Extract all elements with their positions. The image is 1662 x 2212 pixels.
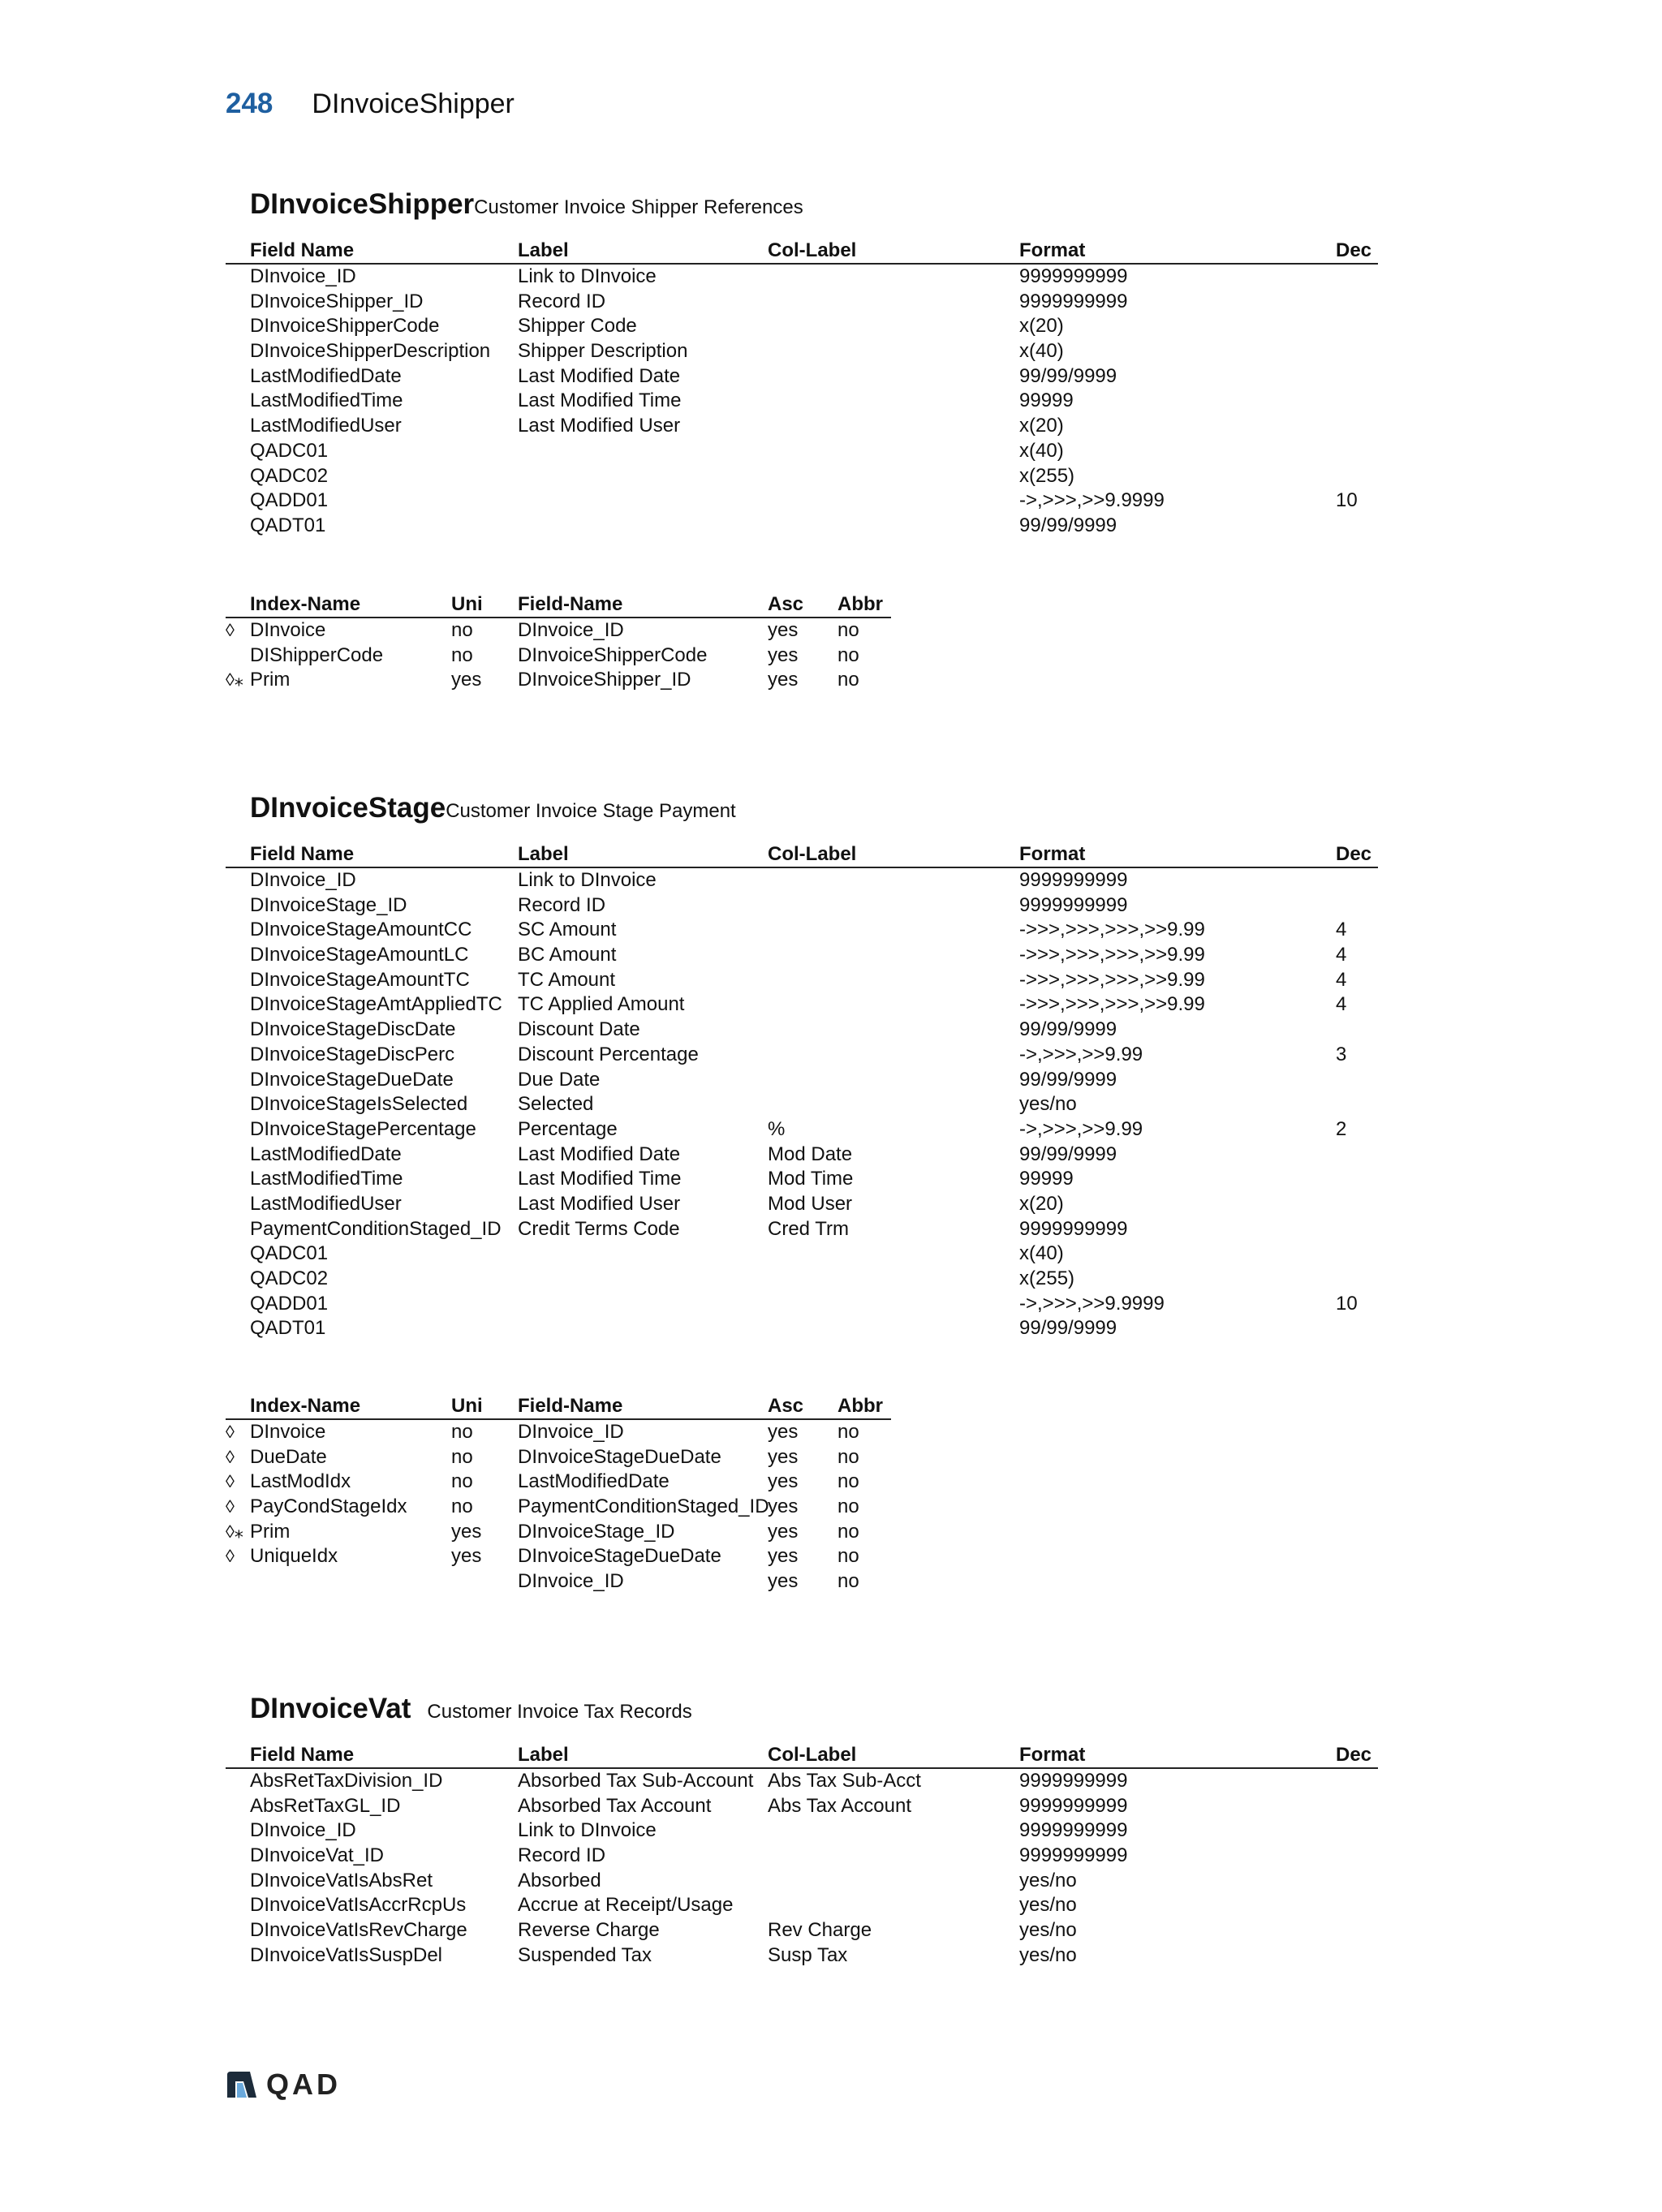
index-asc: yes <box>768 1421 799 1443</box>
field-row <box>226 893 1378 919</box>
field-name: DInvoiceShipperDescription <box>250 340 491 363</box>
field-row <box>226 918 1378 943</box>
index-asc: yes <box>768 1520 799 1543</box>
field-name: QADC01 <box>250 439 329 462</box>
header-index-name: Index-Name <box>250 593 361 615</box>
field-format: x(20) <box>1019 315 1064 338</box>
field-col-label: Susp Tax <box>768 1943 848 1966</box>
field-name: DInvoiceStageDiscPerc <box>250 1043 455 1065</box>
header-dec: Dec <box>1336 843 1372 865</box>
field-label: Shipper Description <box>518 340 688 363</box>
field-format: x(255) <box>1019 464 1075 487</box>
field-format: x(40) <box>1019 340 1064 363</box>
header-format: Format <box>1019 843 1086 865</box>
field-label: Last Modified Time <box>518 389 682 412</box>
index-unique: yes <box>451 1545 482 1568</box>
field-format: 9999999999 <box>1019 1794 1128 1817</box>
header-abbr: Abbr <box>837 1395 883 1417</box>
index-unique: no <box>451 643 473 666</box>
index-abbr: no <box>837 1545 859 1568</box>
field-col-label: Mod Time <box>768 1168 854 1190</box>
index-unique: no <box>451 1495 473 1518</box>
field-label: Suspended Tax <box>518 1943 652 1966</box>
index-unique: yes <box>451 669 482 691</box>
index-row <box>226 618 891 643</box>
field-label: Accrue at Receipt/Usage <box>518 1894 734 1917</box>
index-asc: yes <box>768 1570 799 1593</box>
field-col-label: Abs Tax Sub-Acct <box>768 1770 921 1792</box>
field-name: QADC01 <box>250 1242 329 1265</box>
field-row <box>226 992 1378 1018</box>
field-label: SC Amount <box>518 919 617 941</box>
field-format: 9999999999 <box>1019 265 1128 287</box>
field-label: Absorbed Tax Sub-Account <box>518 1770 754 1792</box>
field-label: Link to DInvoice <box>518 265 657 287</box>
field-format: x(40) <box>1019 439 1064 462</box>
index-asc: yes <box>768 1445 799 1468</box>
field-name: QADT01 <box>250 1317 326 1340</box>
field-name: LastModifiedUser <box>250 1192 402 1215</box>
index-asc: yes <box>768 1495 799 1518</box>
field-dec: 2 <box>1336 1117 1347 1140</box>
field-name: AbsRetTaxDivision_ID <box>250 1770 443 1792</box>
index-table-header <box>226 1394 891 1420</box>
field-table-header <box>226 842 1378 868</box>
index-unique: no <box>451 619 473 641</box>
field-format: ->,>>>,>>9.9999 <box>1019 1292 1165 1315</box>
section-title <box>250 1693 692 1725</box>
index-name: Prim <box>250 1520 291 1543</box>
field-format: yes/no <box>1019 1869 1077 1891</box>
field-format: ->,>>>,>>9.99 <box>1019 1043 1143 1065</box>
field-label: BC Amount <box>518 944 617 966</box>
table-name: DInvoiceShipper <box>250 188 475 220</box>
index-field: DInvoice_ID <box>518 619 624 641</box>
field-label: Record ID <box>518 893 606 916</box>
field-format: 9999999999 <box>1019 1819 1128 1842</box>
field-dec: 4 <box>1336 919 1347 941</box>
field-col-label: Rev Charge <box>768 1919 872 1942</box>
field-name: DInvoiceVatIsSuspDel <box>250 1943 442 1966</box>
field-format: 9999999999 <box>1019 290 1128 312</box>
index-asc: yes <box>768 669 799 691</box>
qad-logo <box>226 2068 341 2102</box>
field-name: QADD01 <box>250 489 329 512</box>
index-table <box>226 1394 891 1594</box>
field-row <box>226 514 1378 539</box>
index-row <box>226 1470 891 1495</box>
field-format: yes/no <box>1019 1894 1077 1917</box>
field-format: 99999 <box>1019 389 1074 412</box>
field-label: Discount Date <box>518 1018 640 1041</box>
field-table-header <box>226 1743 1378 1769</box>
field-label: Last Modified User <box>518 415 681 437</box>
field-format: 9999999999 <box>1019 1217 1128 1240</box>
field-row <box>226 1217 1378 1242</box>
index-marker: ◊⁎ <box>226 669 243 691</box>
field-row <box>226 339 1378 364</box>
field-row <box>226 1893 1378 1918</box>
index-abbr: no <box>837 619 859 641</box>
index-asc: yes <box>768 1470 799 1493</box>
field-row <box>226 1018 1378 1043</box>
field-format: 9999999999 <box>1019 1770 1128 1792</box>
field-name: DInvoiceVatIsRevCharge <box>250 1919 467 1942</box>
field-format: x(20) <box>1019 1192 1064 1215</box>
field-row <box>226 1117 1378 1143</box>
index-row <box>226 1445 891 1470</box>
field-name: LastModifiedDate <box>250 1143 402 1165</box>
field-row <box>226 943 1378 968</box>
index-field: DInvoice_ID <box>518 1421 624 1443</box>
header-asc: Asc <box>768 593 804 615</box>
field-format: ->>>,>>>,>>>,>>9.99 <box>1019 968 1205 991</box>
field-name: DInvoice_ID <box>250 869 356 891</box>
field-label: Record ID <box>518 1844 606 1867</box>
header-index-name: Index-Name <box>250 1395 361 1417</box>
field-row <box>226 1192 1378 1217</box>
index-name: PayCondStageIdx <box>250 1495 407 1518</box>
field-format: ->>>,>>>,>>>,>>9.99 <box>1019 993 1205 1016</box>
field-row <box>226 414 1378 439</box>
index-field: PaymentConditionStaged_ID <box>518 1495 769 1518</box>
header-col-label: Col-Label <box>768 843 857 865</box>
field-row <box>226 1869 1378 1894</box>
field-label: Reverse Charge <box>518 1919 660 1942</box>
field-format: 99/99/9999 <box>1019 364 1117 387</box>
field-name: DInvoiceStageDueDate <box>250 1068 454 1091</box>
field-name: QADC02 <box>250 464 329 487</box>
index-abbr: no <box>837 669 859 691</box>
index-marker: ◊ <box>226 1546 235 1567</box>
field-name: QADT01 <box>250 514 326 536</box>
field-col-label: Mod User <box>768 1192 853 1215</box>
header-field-name: Field Name <box>250 1744 355 1766</box>
field-label: Percentage <box>518 1117 618 1140</box>
index-abbr: no <box>837 1421 859 1443</box>
field-label: Link to DInvoice <box>518 869 657 891</box>
field-format: 9999999999 <box>1019 893 1128 916</box>
field-label: TC Applied Amount <box>518 993 685 1016</box>
index-field: LastModifiedDate <box>518 1470 670 1493</box>
field-name: DInvoiceShipperCode <box>250 315 440 338</box>
index-name: DInvoice <box>250 619 326 641</box>
field-row <box>226 488 1378 514</box>
field-format: 9999999999 <box>1019 1844 1128 1867</box>
field-name: DInvoiceShipper_ID <box>250 290 424 312</box>
field-dec: 4 <box>1336 993 1347 1016</box>
field-format: 99999 <box>1019 1168 1074 1190</box>
field-label: TC Amount <box>518 968 616 991</box>
index-asc: yes <box>768 619 799 641</box>
index-field: DInvoiceStageDueDate <box>518 1545 721 1568</box>
index-unique: yes <box>451 1520 482 1543</box>
index-abbr: no <box>837 1495 859 1518</box>
field-table <box>226 842 1378 1341</box>
header-field-name: Field-Name <box>518 593 623 615</box>
field-row <box>226 1092 1378 1117</box>
index-row <box>226 1520 891 1545</box>
index-abbr: no <box>837 1445 859 1468</box>
field-row <box>226 290 1378 315</box>
field-name: QADC02 <box>250 1267 329 1289</box>
field-label: Last Modified Date <box>518 1143 681 1165</box>
header-uni: Uni <box>451 593 483 615</box>
header-asc: Asc <box>768 1395 804 1417</box>
field-name: DInvoiceVatIsAbsRet <box>250 1869 433 1891</box>
header-dec: Dec <box>1336 1744 1372 1766</box>
field-col-label: Mod Date <box>768 1143 853 1165</box>
field-label: Last Modified Date <box>518 364 681 387</box>
index-marker: ◊ <box>226 1446 235 1467</box>
index-row <box>226 1495 891 1520</box>
field-format: 99/99/9999 <box>1019 1018 1117 1041</box>
field-row <box>226 1242 1378 1267</box>
index-table-header <box>226 592 891 618</box>
table-name: DInvoiceStage <box>250 792 446 824</box>
field-format: 9999999999 <box>1019 869 1128 891</box>
index-marker: ◊⁎ <box>226 1521 243 1542</box>
index-name: DInvoice <box>250 1421 326 1443</box>
header-label: Label <box>518 843 569 865</box>
field-name: DInvoiceStageAmountLC <box>250 944 469 966</box>
index-field: DInvoiceStage_ID <box>518 1520 675 1543</box>
field-name: LastModifiedTime <box>250 389 403 412</box>
index-row <box>226 1420 891 1445</box>
field-row <box>226 1844 1378 1869</box>
field-dec: 10 <box>1336 489 1358 512</box>
field-row <box>226 1043 1378 1068</box>
field-format: 99/99/9999 <box>1019 1143 1117 1165</box>
index-abbr: no <box>837 1570 859 1593</box>
field-row <box>226 868 1378 893</box>
field-name: PaymentConditionStaged_ID <box>250 1217 502 1240</box>
field-row <box>226 364 1378 389</box>
field-label: Absorbed <box>518 1869 601 1891</box>
index-row <box>226 668 891 693</box>
field-name: QADD01 <box>250 1292 329 1315</box>
field-row <box>226 314 1378 339</box>
field-table-header <box>226 239 1378 265</box>
field-format: yes/no <box>1019 1093 1077 1116</box>
field-name: DInvoice_ID <box>250 265 356 287</box>
header-col-label: Col-Label <box>768 1744 857 1766</box>
index-row <box>226 643 891 669</box>
field-label: Record ID <box>518 290 606 312</box>
field-name: DInvoiceStage_ID <box>250 893 407 916</box>
index-abbr: no <box>837 1520 859 1543</box>
field-col-label: Abs Tax Account <box>768 1794 911 1817</box>
field-row <box>226 1818 1378 1844</box>
index-table <box>226 592 891 693</box>
field-name: DInvoiceStageAmountTC <box>250 968 470 991</box>
field-col-label: % <box>768 1117 786 1140</box>
page-title: DInvoiceShipper <box>312 88 515 119</box>
field-row <box>226 389 1378 414</box>
field-row <box>226 1068 1378 1093</box>
field-name: LastModifiedTime <box>250 1168 403 1190</box>
field-format: x(20) <box>1019 415 1064 437</box>
field-label: Selected <box>518 1093 594 1116</box>
field-label: Last Modified User <box>518 1192 681 1215</box>
index-unique: no <box>451 1445 473 1468</box>
field-name: DInvoiceStageIsSelected <box>250 1093 468 1116</box>
field-label: Due Date <box>518 1068 601 1091</box>
header-label: Label <box>518 239 569 261</box>
index-marker: ◊ <box>226 1422 235 1442</box>
index-row <box>226 1569 891 1594</box>
field-name: AbsRetTaxGL_ID <box>250 1794 401 1817</box>
index-abbr: no <box>837 643 859 666</box>
field-dec: 3 <box>1336 1043 1347 1065</box>
field-label: Shipper Code <box>518 315 637 338</box>
index-unique: no <box>451 1470 473 1493</box>
field-row <box>226 265 1378 290</box>
field-format: 99/99/9999 <box>1019 1317 1117 1340</box>
header-uni: Uni <box>451 1395 483 1417</box>
index-name: LastModIdx <box>250 1470 351 1493</box>
field-row <box>226 1918 1378 1943</box>
field-row <box>226 1769 1378 1794</box>
index-unique: no <box>451 1421 473 1443</box>
field-format: x(40) <box>1019 1242 1064 1265</box>
field-dec: 4 <box>1336 968 1347 991</box>
index-marker: ◊ <box>226 620 235 640</box>
field-row <box>226 1167 1378 1192</box>
table-description: Customer Invoice Tax Records <box>427 1701 692 1723</box>
header-abbr: Abbr <box>837 593 883 615</box>
table-description: Customer Invoice Shipper References <box>474 196 803 218</box>
field-label: Discount Percentage <box>518 1043 699 1065</box>
field-row <box>226 1267 1378 1292</box>
header-dec: Dec <box>1336 239 1372 261</box>
field-row <box>226 1943 1378 1969</box>
field-name: DInvoice_ID <box>250 1819 356 1842</box>
field-row <box>226 464 1378 489</box>
field-format: 99/99/9999 <box>1019 514 1117 536</box>
index-name: DIShipperCode <box>250 643 384 666</box>
index-field: DInvoiceShipper_ID <box>518 669 691 691</box>
field-format: ->>>,>>>,>>>,>>9.99 <box>1019 944 1205 966</box>
field-format: ->,>>>,>>9.99 <box>1019 1117 1143 1140</box>
field-col-label: Cred Trm <box>768 1217 850 1240</box>
field-row <box>226 439 1378 464</box>
field-name: DInvoiceStageAmtAppliedTC <box>250 993 502 1016</box>
section-title <box>250 188 803 221</box>
field-row <box>226 1143 1378 1168</box>
index-asc: yes <box>768 1545 799 1568</box>
field-label: Last Modified Time <box>518 1168 682 1190</box>
field-name: DInvoiceStageDiscDate <box>250 1018 456 1041</box>
field-label: Link to DInvoice <box>518 1819 657 1842</box>
logo-text: QAD <box>266 2068 341 2101</box>
page-header <box>226 88 515 128</box>
index-field: DInvoiceStageDueDate <box>518 1445 721 1468</box>
table-name: DInvoiceVat <box>250 1693 411 1724</box>
header-field-name: Field Name <box>250 843 355 865</box>
header-format: Format <box>1019 1744 1086 1766</box>
index-field: DInvoice_ID <box>518 1570 624 1593</box>
field-name: LastModifiedUser <box>250 415 402 437</box>
header-format: Format <box>1019 239 1086 261</box>
index-abbr: no <box>837 1470 859 1493</box>
field-row <box>226 1292 1378 1317</box>
section-title <box>250 792 736 824</box>
index-name: DueDate <box>250 1445 327 1468</box>
field-name: LastModifiedDate <box>250 364 402 387</box>
index-name: UniqueIdx <box>250 1545 338 1568</box>
qad-logo-icon <box>226 2070 258 2099</box>
table-description: Customer Invoice Stage Payment <box>446 800 736 822</box>
field-row <box>226 968 1378 993</box>
header-col-label: Col-Label <box>768 239 857 261</box>
field-format: ->,>>>,>>9.9999 <box>1019 489 1165 512</box>
field-dec: 10 <box>1336 1292 1358 1315</box>
field-row <box>226 1316 1378 1341</box>
header-field-name: Field Name <box>250 239 355 261</box>
field-name: DInvoiceStagePercentage <box>250 1117 476 1140</box>
field-table <box>226 1743 1378 1969</box>
field-format: 99/99/9999 <box>1019 1068 1117 1091</box>
index-asc: yes <box>768 643 799 666</box>
field-dec: 4 <box>1336 944 1347 966</box>
field-row <box>226 1794 1378 1819</box>
header-label: Label <box>518 1744 569 1766</box>
index-row <box>226 1544 891 1569</box>
index-name: Prim <box>250 669 291 691</box>
field-format: ->>>,>>>,>>>,>>9.99 <box>1019 919 1205 941</box>
field-format: x(255) <box>1019 1267 1075 1289</box>
page-number: 248 <box>226 88 273 119</box>
field-name: DInvoiceVat_ID <box>250 1844 384 1867</box>
field-label: Absorbed Tax Account <box>518 1794 712 1817</box>
field-label: Credit Terms Code <box>518 1217 680 1240</box>
field-name: DInvoiceStageAmountCC <box>250 919 472 941</box>
field-table <box>226 239 1378 539</box>
field-name: DInvoiceVatIsAccrRcpUs <box>250 1894 467 1917</box>
field-format: yes/no <box>1019 1943 1077 1966</box>
header-field-name: Field-Name <box>518 1395 623 1417</box>
index-marker: ◊ <box>226 1471 235 1492</box>
index-marker: ◊ <box>226 1496 235 1517</box>
field-format: yes/no <box>1019 1919 1077 1942</box>
index-field: DInvoiceShipperCode <box>518 643 708 666</box>
